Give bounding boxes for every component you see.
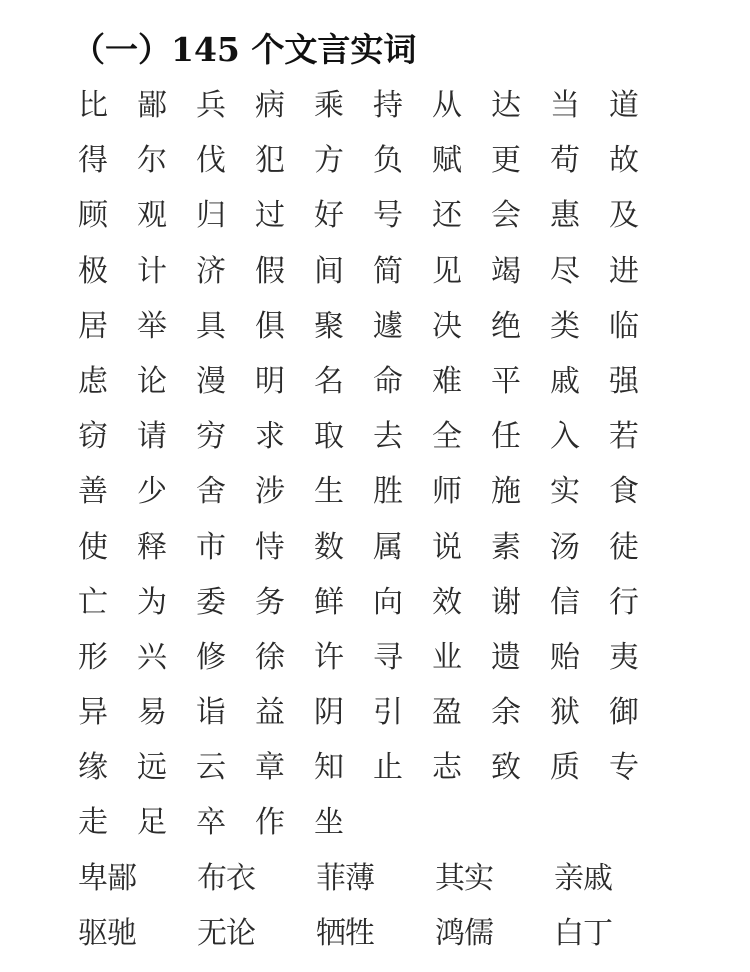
character-item: 赋 [432, 143, 462, 179]
character-item: 犯 [255, 143, 285, 179]
character-item: 食 [609, 474, 639, 510]
character-item: 观 [137, 198, 167, 234]
character-item: 病 [255, 88, 285, 123]
character-item: 走 [78, 805, 108, 841]
character-item: 绝 [491, 308, 521, 344]
character-item: 达 [491, 88, 521, 123]
character-item: 涉 [255, 474, 285, 510]
character-item: 施 [491, 474, 521, 510]
character-item: 徒 [609, 529, 639, 565]
character-item: 计 [137, 253, 167, 289]
character-item: 类 [550, 308, 580, 344]
character-item: 易 [137, 695, 167, 731]
character-item: 见 [432, 253, 462, 289]
character-item: 具 [196, 308, 226, 344]
character-item: 平 [491, 363, 521, 399]
character-item: 止 [373, 750, 403, 786]
character-item: 极 [78, 253, 108, 289]
character-item: 贻 [550, 639, 580, 675]
character-item: 尔 [137, 143, 167, 179]
compound-word-item: 亲戚 [554, 861, 612, 896]
character-item: 方 [314, 143, 344, 179]
compound-word-item: 布衣 [197, 861, 255, 896]
compound-word-item: 菲薄 [316, 861, 374, 896]
character-item: 惠 [550, 198, 580, 234]
character-item: 志 [432, 750, 462, 786]
character-item: 请 [137, 419, 167, 455]
character-item: 虑 [78, 363, 108, 399]
character-item: 比 [78, 88, 108, 123]
character-item: 遗 [491, 639, 521, 675]
character-item: 鄙 [137, 88, 167, 123]
character-item: 伐 [196, 143, 226, 179]
character-item: 师 [432, 474, 462, 510]
character-item: 进 [609, 253, 639, 289]
character-item: 持 [373, 88, 403, 123]
character-item: 窃 [78, 419, 108, 455]
character-item: 乘 [314, 88, 344, 123]
character-item: 少 [137, 474, 167, 510]
character-item: 居 [78, 308, 108, 344]
character-item: 引 [373, 695, 403, 731]
character-item: 形 [78, 639, 108, 675]
character-item: 竭 [491, 253, 521, 289]
character-item: 质 [550, 750, 580, 786]
character-item: 致 [491, 750, 521, 786]
character-item: 亡 [78, 584, 108, 620]
character-item: 阴 [314, 695, 344, 731]
character-item: 遽 [373, 308, 403, 344]
character-item: 鲜 [314, 584, 344, 620]
character-item: 尽 [550, 253, 580, 289]
character-item: 实 [550, 474, 580, 510]
character-item: 戚 [550, 363, 580, 399]
character-item: 异 [78, 695, 108, 731]
character-item: 胜 [373, 474, 403, 510]
character-item: 兵 [196, 88, 226, 123]
character-item: 谢 [491, 584, 521, 620]
character-item: 数 [314, 529, 344, 565]
character-item: 当 [550, 88, 580, 123]
character-item: 效 [432, 584, 462, 620]
character-item: 去 [373, 419, 403, 455]
character-item: 远 [137, 750, 167, 786]
character-item: 俱 [255, 308, 285, 344]
character-item: 命 [373, 363, 403, 399]
character-item: 名 [314, 363, 344, 399]
character-item: 属 [373, 529, 403, 565]
character-item: 说 [432, 529, 462, 565]
character-item: 会 [491, 198, 521, 234]
character-item: 徐 [255, 639, 285, 675]
character-item: 汤 [550, 529, 580, 565]
character-item: 余 [491, 695, 521, 731]
character-item: 顾 [78, 198, 108, 234]
character-item: 许 [314, 639, 344, 675]
character-item: 更 [491, 143, 521, 179]
character-item: 作 [255, 805, 285, 841]
compound-word-item: 卑鄙 [78, 861, 136, 896]
character-item: 行 [609, 584, 639, 620]
character-item: 漫 [196, 363, 226, 399]
character-item: 释 [137, 529, 167, 565]
character-item: 求 [255, 419, 285, 455]
character-item: 夷 [609, 639, 639, 675]
character-item: 假 [255, 253, 285, 289]
character-item: 明 [255, 363, 285, 399]
compound-word-item: 其实 [435, 861, 493, 896]
character-item: 临 [609, 308, 639, 344]
character-item: 使 [78, 529, 108, 565]
compound-word-item: 驱驰 [78, 916, 136, 951]
character-item: 业 [432, 639, 462, 675]
character-item: 盈 [432, 695, 462, 731]
character-item: 苟 [550, 143, 580, 179]
character-item: 云 [196, 750, 226, 786]
compound-word-item: 牺牲 [316, 916, 374, 951]
character-item: 御 [609, 695, 639, 731]
character-item: 寻 [373, 639, 403, 675]
character-item: 素 [491, 529, 521, 565]
character-item: 舍 [196, 474, 226, 510]
character-item: 及 [609, 198, 639, 234]
character-item: 章 [255, 750, 285, 786]
character-item: 生 [314, 474, 344, 510]
character-item: 益 [255, 695, 285, 731]
character-item: 入 [550, 419, 580, 455]
character-item: 若 [609, 419, 639, 455]
character-item: 恃 [255, 529, 285, 565]
character-item: 从 [432, 88, 462, 123]
character-item: 论 [137, 363, 167, 399]
character-item: 还 [432, 198, 462, 234]
character-item: 市 [196, 529, 226, 565]
character-item: 举 [137, 308, 167, 344]
character-item: 知 [314, 750, 344, 786]
character-item: 简 [373, 253, 403, 289]
character-item: 委 [196, 584, 226, 620]
character-item: 修 [196, 639, 226, 675]
character-item: 聚 [314, 308, 344, 344]
character-item: 决 [432, 308, 462, 344]
character-item: 足 [137, 805, 167, 841]
character-item: 好 [314, 198, 344, 234]
character-item: 负 [373, 143, 403, 179]
character-item: 善 [78, 474, 108, 510]
character-item: 向 [373, 584, 403, 620]
character-item: 穷 [196, 419, 226, 455]
character-item: 济 [196, 253, 226, 289]
compound-word-item: 无论 [197, 916, 255, 951]
character-item: 故 [609, 143, 639, 179]
character-item: 全 [432, 419, 462, 455]
character-item: 卒 [196, 805, 226, 841]
compound-word-grid [78, 851, 673, 961]
compound-word-item: 鸿儒 [435, 916, 493, 951]
character-item: 诣 [196, 695, 226, 731]
character-item: 号 [373, 198, 403, 234]
character-item: 道 [609, 88, 639, 123]
character-item: 归 [196, 198, 226, 234]
character-item: 过 [255, 198, 285, 234]
character-item: 难 [432, 363, 462, 399]
character-item: 间 [314, 253, 344, 289]
compound-word-item: 白丁 [554, 916, 612, 951]
section-title: （一）145 个文言实词 [72, 30, 417, 69]
character-item: 专 [609, 750, 639, 786]
character-grid [78, 78, 668, 851]
character-item: 任 [491, 419, 521, 455]
character-item: 信 [550, 584, 580, 620]
character-item: 务 [255, 584, 285, 620]
character-item: 兴 [137, 639, 167, 675]
character-item: 强 [609, 363, 639, 399]
character-item: 得 [78, 143, 108, 179]
character-item: 坐 [314, 805, 344, 841]
character-item: 缘 [78, 750, 108, 786]
character-item: 取 [314, 419, 344, 455]
character-item: 为 [137, 584, 167, 620]
character-item: 狱 [550, 695, 580, 731]
